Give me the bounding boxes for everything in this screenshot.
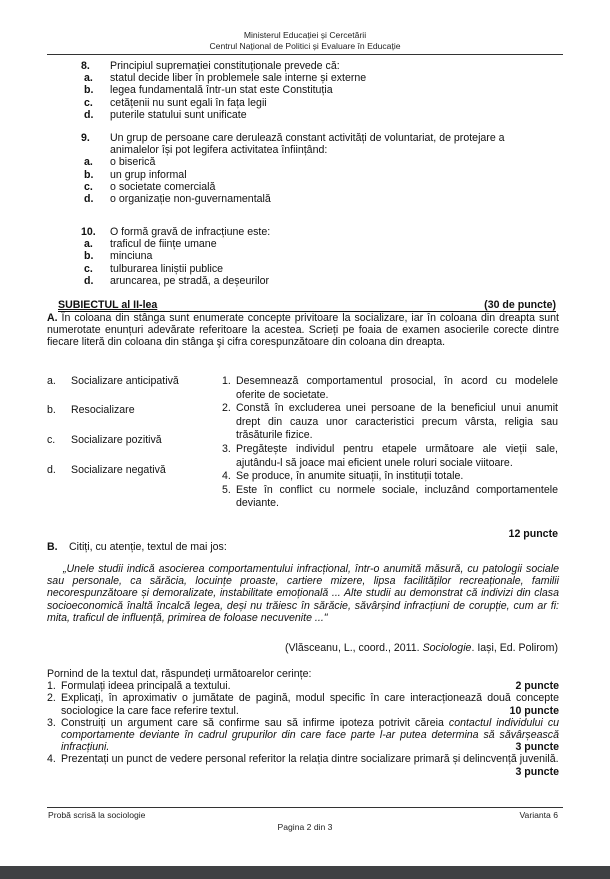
footer-subject: Probă scrisă la sociologie [48, 810, 146, 820]
header-center: Centrul Național de Politici și Evaluare în Educație [209, 41, 401, 51]
statements-column [222, 375, 558, 511]
requirement-points: 3 puncte [515, 765, 559, 778]
part-b-instruction: B. Citiți, cu atenție, textul de mai jos: [47, 541, 227, 553]
concept-item: b. Resocializare [47, 404, 135, 416]
concept-item: c. Socializare pozitivă [47, 434, 162, 446]
question-number: 10. [81, 226, 96, 238]
subject-2-points: (30 de puncte) [484, 299, 556, 311]
part-a-points: 12 puncte [508, 528, 558, 540]
requirement-item: 4. Prezentați un punct de vedere personal referitor la relația dintre socializare primară și delincvență juvenilă. 3 puncte [47, 753, 559, 778]
requirement-points: 10 puncte [509, 704, 559, 717]
option-a: a. o biserică [84, 156, 156, 169]
footer-divider [47, 807, 563, 808]
question-number: 9. [81, 132, 90, 144]
question-8 [81, 60, 551, 121]
header-divider [47, 54, 563, 55]
page-number: Pagina 2 din 3 [277, 822, 333, 832]
option-b: b. minciuna [84, 250, 153, 263]
page-header [0, 30, 610, 52]
question-number: 8. [81, 60, 90, 72]
option-a: a. traficul de ființe umane [84, 238, 217, 251]
question-stem: O formă gravă de infracțiune este: [110, 226, 271, 238]
option-c: c. cetățenii nu sunt egali în fața legii [84, 96, 267, 109]
footer-variant: Varianta 6 [519, 810, 558, 820]
option-c: c. tulburarea liniștii publice [84, 262, 224, 275]
quote-text: „Unele studii indică asocierea comportamentului infracțional, într-o anumită măsură, cu patologii sociale sau personale, ca sărăcia, locuințe proaste, cartiere mizere, lipsa facilităților recreaționale, familii necorespunzătoare și demoralizate, instabilitate emoțională ... Alte studii au demonstrat că indivizi din clasa socioeconomică înaltă încalcă legea, deși nu trăiesc în sărăcie, săvârșind infracțiuni de corupție, cum ar fi: mita, traficul de influență, primirea de foloase necuvenite ..." [47, 563, 559, 624]
concept-item: d. Socializare negativă [47, 464, 166, 476]
statement-item: 4. Se produce, în anumite situații, în instituții totale. [222, 470, 464, 483]
requirement-points: 2 puncte [515, 680, 559, 693]
statement-item: 5. Este în conflict cu normele sociale, incluzând comportamentele deviante. [222, 483, 558, 510]
option-b: b. legea fundamentală într-un stat este Constituția [84, 84, 333, 97]
statement-item: 2. Constă în excluderea unei persoane de la beneficiul unui anumit drept din cauza unor caracteristici precum vârsta, religia sau trăsăturile fizice. [222, 402, 558, 442]
question-9 [81, 132, 553, 205]
requirement-item: 1. Formulați ideea principală a textului. 2 puncte [47, 680, 559, 693]
viewer-bottom-bar [0, 866, 610, 879]
requirements-intro: Pornind de la textul dat, răspundeți următoarelor cerințe: [47, 668, 312, 680]
option-d: d. aruncarea, pe stradă, a deșeurilor [84, 274, 269, 287]
option-d: d. o organizație non-guvernamentală [84, 193, 271, 206]
requirements [47, 668, 559, 778]
part-a-label: A. [47, 312, 58, 324]
part-a-text: În coloana din stânga sunt enumerate concepte privitoare la socializare, iar în coloana din dreapta sunt numerotate enunțuri adevărate referitoare la acestea. Scrieți pe foaia de examen asocierile corecte dintre fiecare literă din coloana din stânga şi cifra corespunzătoare din coloana din dreapta. [47, 312, 559, 349]
option-c: c. o societate comercială [84, 180, 216, 193]
subject-2-heading [58, 299, 556, 312]
part-a-instructions [47, 312, 559, 349]
question-stem: Principiul supremației constituționale prevede că: [110, 60, 340, 72]
part-b-label: B. [47, 541, 58, 553]
requirement-item: 2. Explicați, în aproximativ o jumătate de pagină, modul specific în care interacționează două concepte sociologice la care face referire textul. 10 puncte [47, 692, 559, 717]
requirement-item: 3. Construiți un argument care să confirme sau să infirme ipoteza potrivit căreia contactul individului cu comportamente deviante în cadrul grupurilor din care face parte l-ar putea determina să săvârșească infracțiuni. 3 puncte [47, 716, 560, 754]
source-title: Sociologie [422, 642, 472, 654]
header-ministry: Ministerul Educației și Cercetării [243, 30, 367, 40]
option-d: d. puterile statului sunt unificate [84, 108, 247, 121]
concept-item: a. Socializare anticipativă [47, 375, 179, 387]
quote-source: (Vlăsceanu, L., coord., 2011. Sociologie. Iași, Ed. Polirom) [284, 642, 558, 654]
subject-2-title: SUBIECTUL al II-lea [58, 299, 158, 311]
question-10 [81, 226, 551, 287]
statement-item: 1. Desemnează comportamentul prosocial, în acord cu modelele oferite de societate. [222, 375, 558, 401]
option-b: b. un grup informal [84, 168, 187, 181]
statement-item: 3. Pregătește individul pentru etapele următoare ale vieții sale, ajutându-l să joace mai eficient unele roluri sociale viitoare. [222, 442, 558, 469]
requirement-points: 3 puncte [515, 741, 559, 754]
option-a: a. statul decide liber în problemele sale interne și externe [84, 72, 367, 85]
question-stem: Un grup de persoane care derulează constant activități de voluntariat, de protejare a animalelor își pot legifera activitatea înființând: [110, 132, 505, 157]
